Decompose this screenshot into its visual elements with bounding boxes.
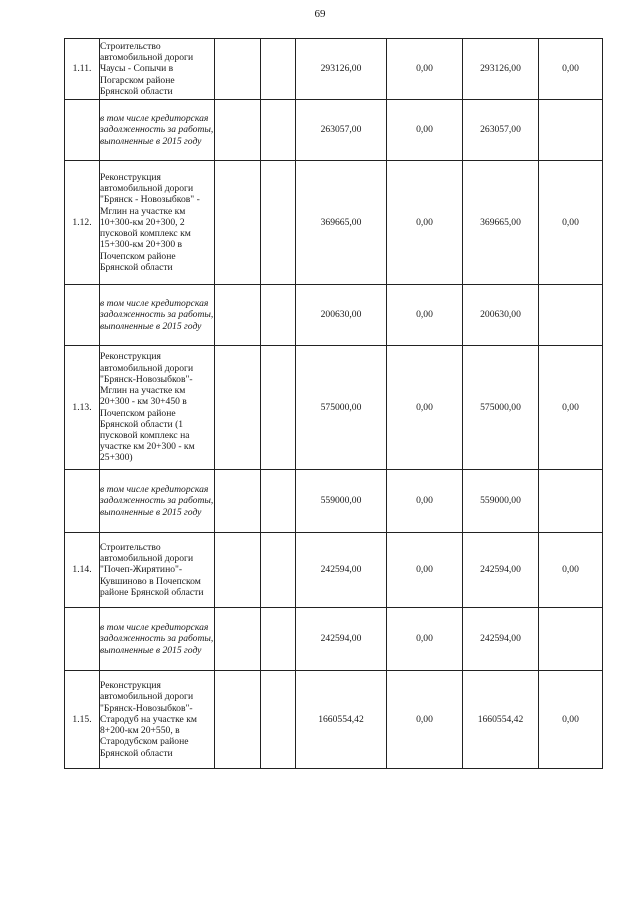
row-value-4: 0,00 — [387, 100, 463, 161]
row-value-3: 293126,00 — [296, 39, 387, 100]
row-value-3: 263057,00 — [296, 100, 387, 161]
row-value-3: 559000,00 — [296, 470, 387, 533]
row-value-2 — [261, 100, 296, 161]
budget-table — [64, 38, 603, 769]
row-value-6 — [539, 285, 603, 346]
row-value-6: 0,00 — [539, 346, 603, 470]
table-row — [65, 39, 603, 100]
row-value-1 — [215, 346, 261, 470]
row-value-5: 293126,00 — [463, 39, 539, 100]
page-number: 69 — [314, 8, 326, 20]
row-value-4: 0,00 — [387, 470, 463, 533]
row-number: 1.13. — [65, 346, 100, 470]
row-name: Реконструкция автомобильной дороги "Брянск-Новозыбков"-Стародуб на участке км 8+200-км 20+550, в Стародубском районе Брянской области — [100, 671, 215, 769]
row-value-6 — [539, 608, 603, 671]
row-value-5: 369665,00 — [463, 161, 539, 285]
row-value-2 — [261, 285, 296, 346]
row-name: Строительство автомобильной дороги Чаусы - Сопычи в Погарском районе Брянской области — [100, 39, 215, 100]
row-value-2 — [261, 671, 296, 769]
row-value-4: 0,00 — [387, 39, 463, 100]
table-row — [65, 161, 603, 285]
row-value-6 — [539, 100, 603, 161]
row-value-4: 0,00 — [387, 285, 463, 346]
row-value-2 — [261, 161, 296, 285]
row-value-6: 0,00 — [539, 533, 603, 608]
table-row-subtotal — [65, 470, 603, 533]
row-value-6: 0,00 — [539, 671, 603, 769]
row-value-5: 559000,00 — [463, 470, 539, 533]
row-name: в том числе кредиторская задолженность за работы, выполненные в 2015 году — [100, 100, 215, 161]
row-value-4: 0,00 — [387, 671, 463, 769]
row-name: Строительство автомобильной дороги "Почеп-Жирятино"-Кувшиново в Почепском районе Брянской области — [100, 533, 215, 608]
row-value-6: 0,00 — [539, 39, 603, 100]
row-number — [65, 470, 100, 533]
row-value-2 — [261, 39, 296, 100]
row-value-3: 369665,00 — [296, 161, 387, 285]
row-value-4: 0,00 — [387, 346, 463, 470]
row-value-1 — [215, 285, 261, 346]
row-value-2 — [261, 608, 296, 671]
row-value-1 — [215, 608, 261, 671]
row-value-5: 242594,00 — [463, 608, 539, 671]
row-value-1 — [215, 671, 261, 769]
row-value-1 — [215, 161, 261, 285]
row-value-1 — [215, 533, 261, 608]
row-value-6: 0,00 — [539, 161, 603, 285]
row-value-3: 242594,00 — [296, 533, 387, 608]
row-value-2 — [261, 470, 296, 533]
row-value-4: 0,00 — [387, 608, 463, 671]
row-number — [65, 608, 100, 671]
row-number — [65, 285, 100, 346]
row-number — [65, 100, 100, 161]
table-body — [65, 39, 603, 769]
table-row-subtotal — [65, 285, 603, 346]
row-number: 1.15. — [65, 671, 100, 769]
row-name: Реконструкция автомобильной дороги "Брянск - Новозыбков" - Мглин на участке км 10+300-км 20+300, 2 пусковой комплекс км 15+300-км 20+300 в Почепском районе Брянской области — [100, 161, 215, 285]
row-value-5: 575000,00 — [463, 346, 539, 470]
row-name: в том числе кредиторская задолженность за работы, выполненные в 2015 году — [100, 285, 215, 346]
row-value-2 — [261, 533, 296, 608]
row-value-6 — [539, 470, 603, 533]
table-row-subtotal — [65, 100, 603, 161]
row-value-5: 1660554,42 — [463, 671, 539, 769]
row-value-3: 575000,00 — [296, 346, 387, 470]
row-number: 1.12. — [65, 161, 100, 285]
row-value-4: 0,00 — [387, 533, 463, 608]
row-name: в том числе кредиторская задолженность за работы, выполненные в 2015 году — [100, 608, 215, 671]
table-row — [65, 346, 603, 470]
row-value-3: 200630,00 — [296, 285, 387, 346]
row-value-1 — [215, 470, 261, 533]
row-value-5: 200630,00 — [463, 285, 539, 346]
row-name: Реконструкция автомобильной дороги "Брянск-Новозыбков"-Мглин на участке км 20+300 - км 30+450 в Почепском районе Брянской области (1 пусковой комплекс на участке км 20+300 - км 25+300) — [100, 346, 215, 470]
row-value-1 — [215, 39, 261, 100]
row-value-2 — [261, 346, 296, 470]
row-number: 1.11. — [65, 39, 100, 100]
row-value-4: 0,00 — [387, 161, 463, 285]
table-row — [65, 671, 603, 769]
row-name: в том числе кредиторская задолженность за работы, выполненные в 2015 году — [100, 470, 215, 533]
row-value-5: 242594,00 — [463, 533, 539, 608]
row-value-5: 263057,00 — [463, 100, 539, 161]
row-value-3: 1660554,42 — [296, 671, 387, 769]
row-value-3: 242594,00 — [296, 608, 387, 671]
table-row-subtotal — [65, 608, 603, 671]
row-value-1 — [215, 100, 261, 161]
table-row — [65, 533, 603, 608]
row-number: 1.14. — [65, 533, 100, 608]
